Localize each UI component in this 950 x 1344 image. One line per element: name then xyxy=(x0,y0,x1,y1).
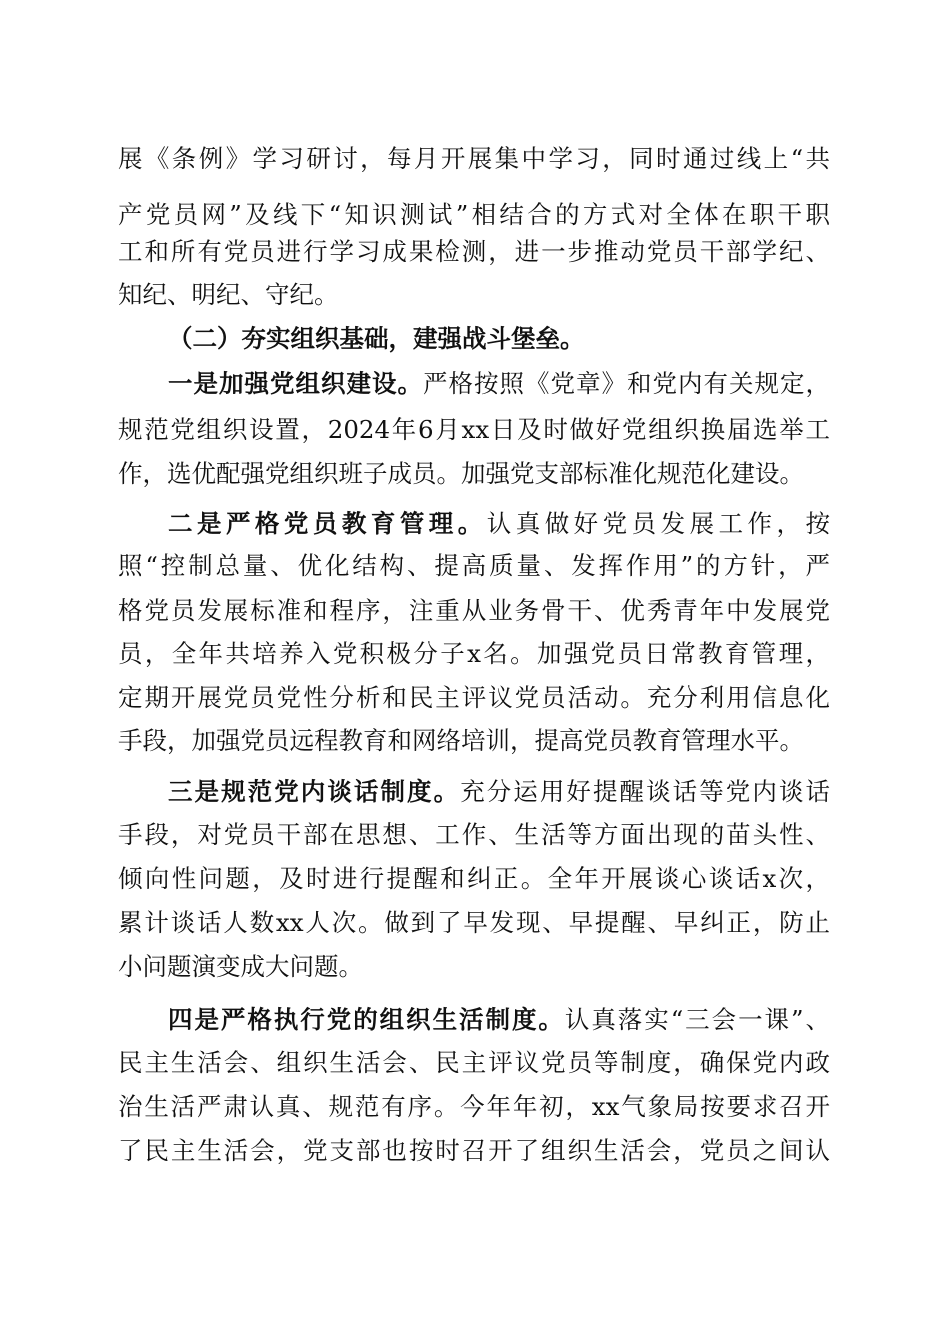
paragraph-line: 规范党组织设置，2024年6月xx日及时做好党组织换届选举工 xyxy=(118,415,830,444)
paragraph-first-line xyxy=(168,502,830,546)
paragraph-first-rest: 充分运用好提醒谈话等党内谈话 xyxy=(460,777,830,806)
paragraph-line: 累计谈话人数xx人次。做到了早发现、早提醒、早纠正，防止 xyxy=(118,908,830,937)
paragraph-line: 民主生活会、组织生活会、民主评议党员等制度，确保党内政 xyxy=(118,1048,830,1077)
paragraph-line: 了民主生活会，党支部也按时召开了组织生活会，党员之间认 xyxy=(118,1136,830,1165)
paragraph-line: 手段，加强党员远程教育和网络培训，提高党员教育管理水平。 xyxy=(118,726,804,755)
paragraph-line: 定期开展党员党性分析和民主评议党员活动。充分利用信息化 xyxy=(118,683,830,712)
section-heading: （二）夯实组织基础，建强战斗堡垒。 xyxy=(168,324,585,353)
paragraph-line: 员，全年共培养入党积极分子x名。加强党员日常教育管理， xyxy=(118,639,830,668)
paragraph-first-line xyxy=(168,770,830,814)
paragraph-lead: 一是加强党组织建设。 xyxy=(168,369,423,398)
paragraph-first-rest: 认真做好党员发展工作，按 xyxy=(486,509,830,538)
paragraph-first-rest: 严格按照《党章》和党内有关规定， xyxy=(423,369,830,398)
paragraph-line: 作，选优配强党组织班子成员。加强党支部标准化规范化建设。 xyxy=(118,459,804,488)
paragraph-lead: 二是严格党员教育管理。 xyxy=(168,509,487,538)
paragraph-first-rest: 认真落实“三会一课”、 xyxy=(564,1005,830,1034)
paragraph-lead: 四是严格执行党的组织生活制度。 xyxy=(168,1005,565,1034)
paragraph-lead: 三是规范党内谈话制度。 xyxy=(168,777,461,806)
paragraph-line: 手段，对党员干部在思想、工作、生活等方面出现的苗头性、 xyxy=(118,820,830,849)
paragraph-line: 展《条例》学习研讨，每月开展集中学习，同时通过线上“共 xyxy=(118,144,830,173)
paragraph-line: 知纪、明纪、守纪。 xyxy=(118,280,339,309)
paragraph-line: 小问题演变成大问题。 xyxy=(118,952,363,981)
paragraph-line: 产党员网”及线下“知识测试”相结合的方式对全体在职干职 xyxy=(118,200,830,229)
paragraph-line: 倾向性问题，及时进行提醒和纠正。全年开展谈心谈话x次， xyxy=(118,864,830,893)
paragraph-first-line xyxy=(168,362,830,406)
paragraph-line: 格党员发展标准和程序，注重从业务骨干、优秀青年中发展党 xyxy=(118,596,830,625)
paragraph-line: 照“控制总量、优化结构、提高质量、发挥作用”的方针，严 xyxy=(118,551,830,580)
paragraph-line: 治生活严肃认真、规范有序。今年年初，xx气象局按要求召开 xyxy=(118,1092,830,1121)
paragraph-first-line xyxy=(168,998,830,1042)
paragraph-line: 工和所有党员进行学习成果检测，进一步推动党员干部学纪、 xyxy=(118,237,830,266)
